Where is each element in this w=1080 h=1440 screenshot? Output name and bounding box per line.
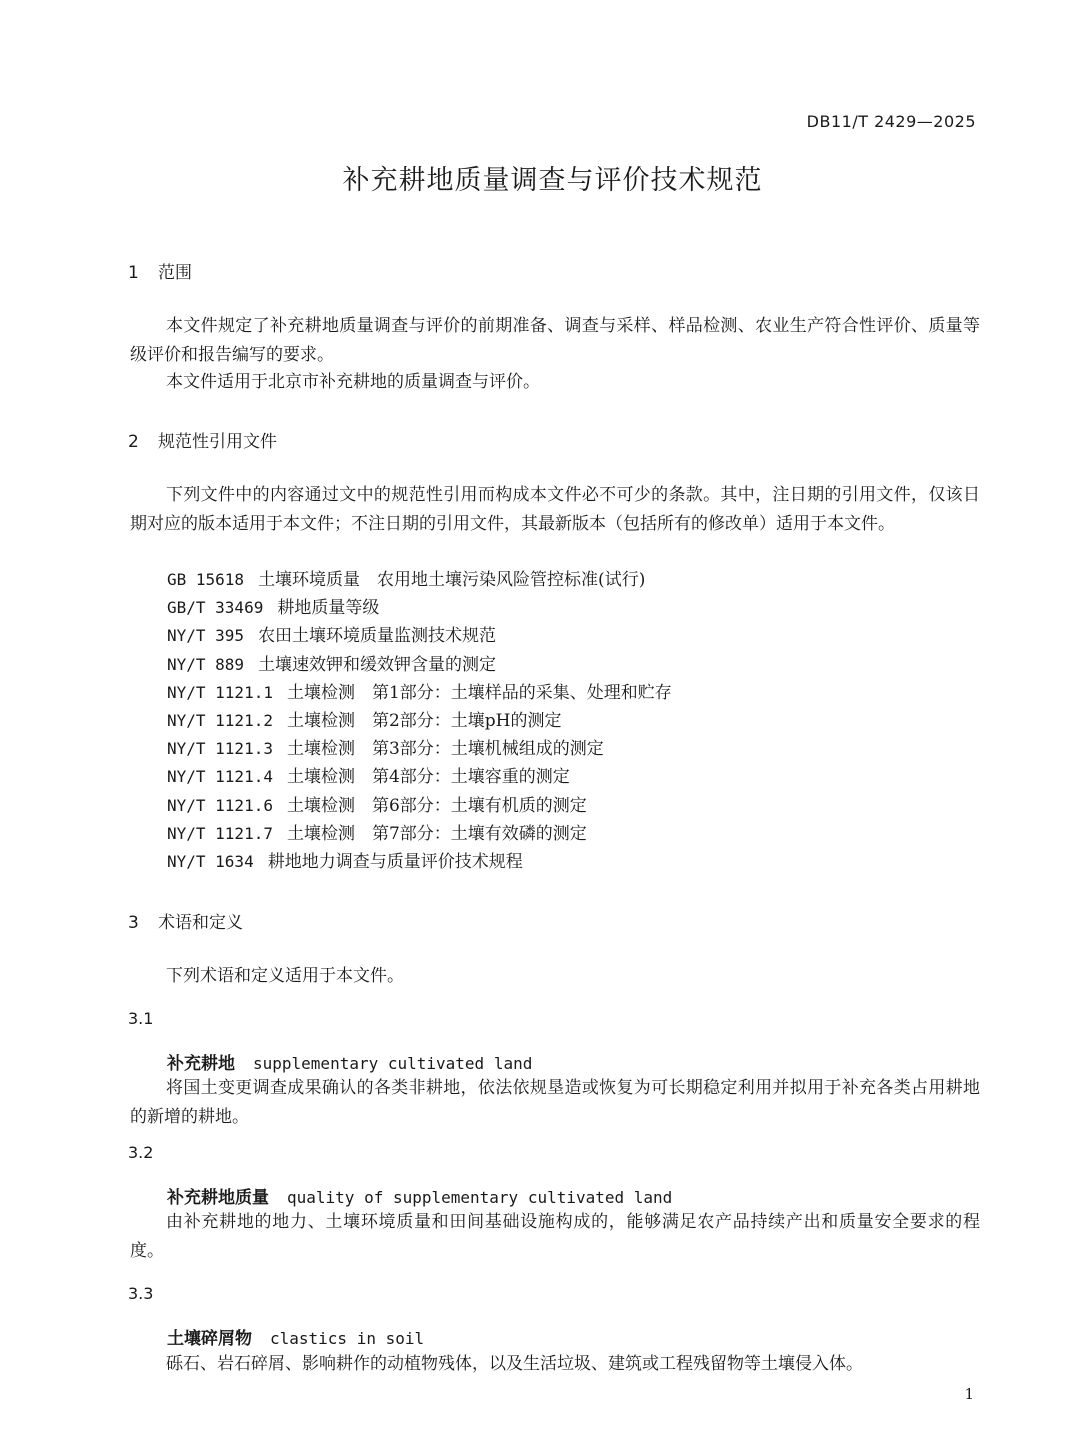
term-heading	[167, 1324, 424, 1349]
reference-item	[167, 763, 672, 791]
section-2-heading	[128, 427, 277, 452]
term-english: quality of supplementary cultivated land	[287, 1188, 673, 1207]
term-chinese: 补充耕地	[167, 1054, 235, 1074]
reference-code: NY/T 395	[167, 626, 245, 646]
section-title: 术语和定义	[158, 913, 243, 933]
term-english: supplementary cultivated land	[253, 1054, 533, 1073]
reference-item	[167, 707, 672, 735]
reference-title: 土壤速效钾和缓效钾含量的测定	[258, 654, 497, 675]
reference-title: 土壤检测 第1部分：土壤样品的采集、处理和贮存	[286, 682, 672, 703]
page-number: 1	[964, 1385, 974, 1403]
term-chinese: 土壤碎屑物	[167, 1329, 252, 1349]
term-heading	[167, 1183, 672, 1208]
term-number: 3.2	[128, 1143, 154, 1162]
term-definition: 砾石、岩石碎屑、影响耕作的动植物残体，以及生活垃圾、建筑或工程残留物等土壤侵入体。	[166, 1354, 863, 1374]
term-chinese: 补充耕地质量	[167, 1188, 269, 1208]
reference-item	[167, 848, 672, 876]
reference-code: NY/T 1634	[167, 851, 254, 871]
reference-code: NY/T 1121.4	[167, 767, 273, 787]
term-heading	[167, 1049, 532, 1074]
document-title: 补充耕地质量调查与评价技术规范	[342, 165, 763, 196]
section-number: 1	[128, 263, 139, 283]
reference-item	[167, 651, 672, 679]
reference-item	[167, 622, 672, 650]
term-number: 3.1	[128, 1009, 154, 1028]
reference-code: NY/T 889	[167, 654, 245, 674]
reference-code: GB 15618	[167, 570, 245, 589]
reference-code: NY/T 1121.7	[167, 823, 273, 843]
reference-code: NY/T 1121.6	[167, 795, 273, 815]
reference-item	[167, 594, 672, 622]
reference-title: 耕地质量等级	[277, 598, 380, 619]
section-title: 规范性引用文件	[158, 432, 277, 452]
reference-title: 土壤检测 第4部分：土壤容重的测定	[286, 767, 570, 788]
term-definition: 由补充耕地的地力、土壤环境质量和田间基础设施构成的，能够满足农产品持续产出和质量安全要求的程度。	[130, 1212, 980, 1261]
section-2-paragraph-1: 下列文件中的内容通过文中的规范性引用而构成本文件必不可少的条款。其中，注日期的引用文件，仅该日期对应的版本适用于本文件；不注日期的引用文件，其最新版本（包括所有的修改单）适用于本文件。	[130, 485, 980, 534]
reference-code: GB/T 33469	[167, 598, 264, 618]
reference-title: 农田土壤环境质量监测技术规范	[258, 626, 497, 647]
section-number: 3	[128, 913, 139, 933]
reference-code: NY/T 1121.1	[167, 682, 273, 702]
reference-title: 耕地地力调查与质量评价技术规程	[267, 851, 523, 872]
section-3-heading	[128, 908, 243, 933]
term-english: clastics in soil	[270, 1329, 425, 1348]
reference-title: 土壤环境质量 农用地土壤污染风险管控标准(试行)	[258, 570, 646, 590]
reference-code: NY/T 1121.3	[167, 739, 273, 759]
term-number: 3.3	[128, 1284, 154, 1303]
section-title: 范围	[158, 263, 192, 283]
section-1-paragraph-2: 本文件适用于北京市补充耕地的质量调查与评价。	[166, 372, 540, 392]
section-1-paragraph-1: 本文件规定了补充耕地质量调查与评价的前期准备、调查与采样、样品检测、农业生产符合性评价、质量等级评价和报告编写的要求。	[130, 316, 980, 365]
section-1-heading	[128, 258, 192, 283]
section-number: 2	[128, 432, 139, 452]
reference-title: 土壤检测 第6部分：土壤有机质的测定	[286, 795, 587, 816]
reference-title: 土壤检测 第3部分：土壤机械组成的测定	[286, 739, 604, 760]
reference-item	[167, 679, 672, 707]
reference-item	[167, 735, 672, 763]
reference-title: 土壤检测 第7部分：土壤有效磷的测定	[286, 823, 587, 844]
term-definition: 将国土变更调查成果确认的各类非耕地，依法依规垦造或恢复为可长期稳定利用并拟用于补充各类占用耕地的新增的耕地。	[130, 1078, 980, 1127]
reference-item	[167, 820, 672, 848]
reference-title: 土壤检测 第2部分：土壤pH的测定	[286, 710, 562, 731]
reference-item	[167, 566, 672, 594]
normative-references-list	[167, 566, 672, 876]
document-code: DB11/T 2429—2025	[806, 112, 976, 131]
reference-code: NY/T 1121.2	[167, 710, 273, 730]
reference-item	[167, 792, 672, 820]
section-3-paragraph-1: 下列术语和定义适用于本文件。	[166, 966, 404, 986]
